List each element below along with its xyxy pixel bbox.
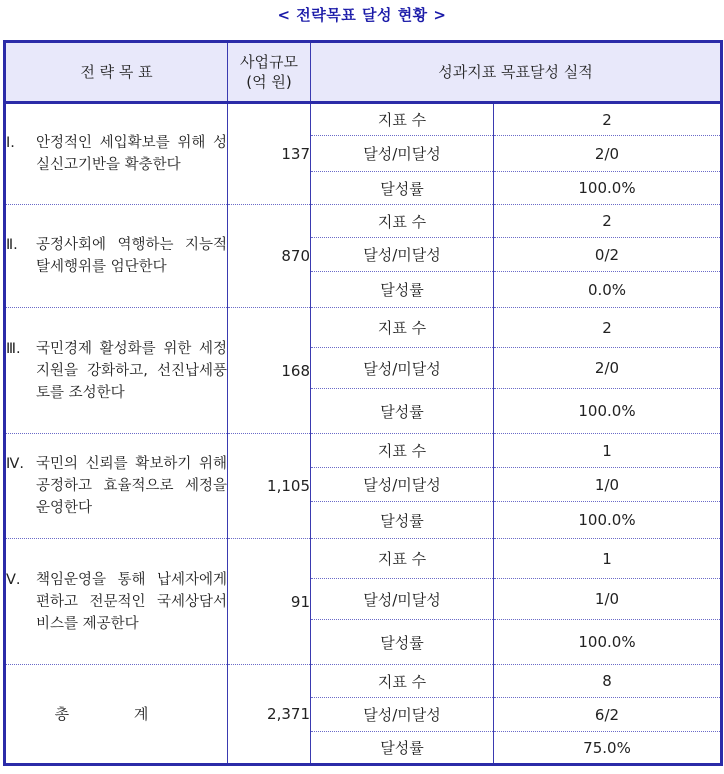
goal-cell <box>5 539 228 665</box>
metric-label: 달성/미달성 <box>311 468 494 502</box>
budget-scale: 168 <box>228 308 311 434</box>
page-title: < 전략목표 달성 현황 > <box>277 6 447 24</box>
goal-text: 국민경제 활성화를 위한 세정지원을 강화하고, 선진납세풍토를 조성한다 <box>36 340 227 401</box>
total-metric-value: 8 <box>494 665 722 698</box>
table-row <box>5 103 722 136</box>
metric-label: 지표 수 <box>311 434 494 468</box>
metric-value: 2/0 <box>494 348 722 389</box>
goal-text: 책임운영을 통해 납세자에게 편하고 전문적인 국세상담서비스를 제공한다 <box>36 571 227 632</box>
metric-value: 1/0 <box>494 579 722 620</box>
total-metric-value: 75.0% <box>583 738 631 757</box>
budget-scale: 870 <box>228 205 311 308</box>
goal-wrap <box>6 453 227 519</box>
table-row <box>5 205 722 238</box>
metric-value: 2/0 <box>494 136 722 172</box>
header-goal: 전 략 목 표 <box>5 42 228 103</box>
metric-value: 100.0% <box>494 502 722 539</box>
metric-label: 지표 수 <box>311 539 494 579</box>
goal-cell <box>5 205 228 308</box>
table-row <box>5 308 722 348</box>
metric-label: 달성률 <box>311 172 494 205</box>
goal-wrap <box>6 234 227 278</box>
metric-label: 달성률 <box>311 272 494 308</box>
goal-cell <box>5 103 228 205</box>
metric-value: 0/2 <box>494 238 722 272</box>
goal-wrap <box>6 569 227 635</box>
strategic-goals-table <box>3 40 723 766</box>
metric-value: 2 <box>494 205 722 238</box>
goal-numeral: Ⅱ. <box>6 237 18 253</box>
goal-numeral: Ⅳ. <box>6 456 24 472</box>
total-label: 총 계 <box>5 665 228 765</box>
header-scale-line2: (억 원) <box>246 73 292 91</box>
metric-value: 100.0% <box>494 389 722 434</box>
metric-value: 1 <box>494 539 722 579</box>
table-row <box>5 434 722 468</box>
header-row <box>5 42 722 103</box>
table-row <box>5 539 722 579</box>
metric-label: 달성/미달성 <box>311 136 494 172</box>
metric-label: 지표 수 <box>311 665 494 698</box>
metric-label: 달성률 <box>311 502 494 539</box>
goal-wrap <box>6 338 227 404</box>
metric-value: 0.0% <box>494 272 722 308</box>
goal-text: 안정적인 세입확보를 위해 성실신고기반을 확충한다 <box>36 135 227 173</box>
budget-scale: 1,105 <box>228 434 311 539</box>
metric-label: 달성/미달성 <box>311 698 494 732</box>
metric-value: 100.0% <box>494 172 722 205</box>
metric-value: 100.0% <box>494 620 722 665</box>
metric-label: 달성률 <box>311 732 494 765</box>
goal-numeral: Ⅰ. <box>6 135 15 151</box>
metric-value: 2 <box>494 308 722 348</box>
header-scale-line1: 사업규모 <box>240 53 298 71</box>
goal-text: 국민의 신뢰를 확보하기 위해 공정하고 효율적으로 세정을 운영한다 <box>36 456 227 516</box>
goal-wrap <box>6 132 227 176</box>
goal-cell <box>5 434 228 539</box>
metric-label: 달성률 <box>311 389 494 434</box>
metric-label: 달성/미달성 <box>311 579 494 620</box>
metric-label: 지표 수 <box>311 205 494 238</box>
budget-scale: 137 <box>228 103 311 205</box>
goal-text: 공정사회에 역행하는 지능적 탈세행위를 엄단한다 <box>36 237 227 275</box>
metric-label: 지표 수 <box>311 103 494 136</box>
metric-value: 1/0 <box>494 468 722 502</box>
metric-label: 지표 수 <box>311 308 494 348</box>
metric-value: 2 <box>494 103 722 136</box>
metric-value: 1 <box>494 434 722 468</box>
metric-label: 달성/미달성 <box>311 238 494 272</box>
goal-cell <box>5 308 228 434</box>
goal-numeral: Ⅴ. <box>6 571 21 588</box>
metric-label: 달성률 <box>311 620 494 665</box>
total-metric-value: 6/2 <box>494 698 722 732</box>
total-row <box>5 665 722 698</box>
total-scale: 2,371 <box>228 665 311 765</box>
metric-label: 달성/미달성 <box>311 348 494 389</box>
header-scale <box>228 42 311 103</box>
budget-scale: 91 <box>228 539 311 665</box>
goal-numeral: Ⅲ. <box>6 340 21 357</box>
header-performance: 성과지표 목표달성 실적 <box>311 42 722 103</box>
